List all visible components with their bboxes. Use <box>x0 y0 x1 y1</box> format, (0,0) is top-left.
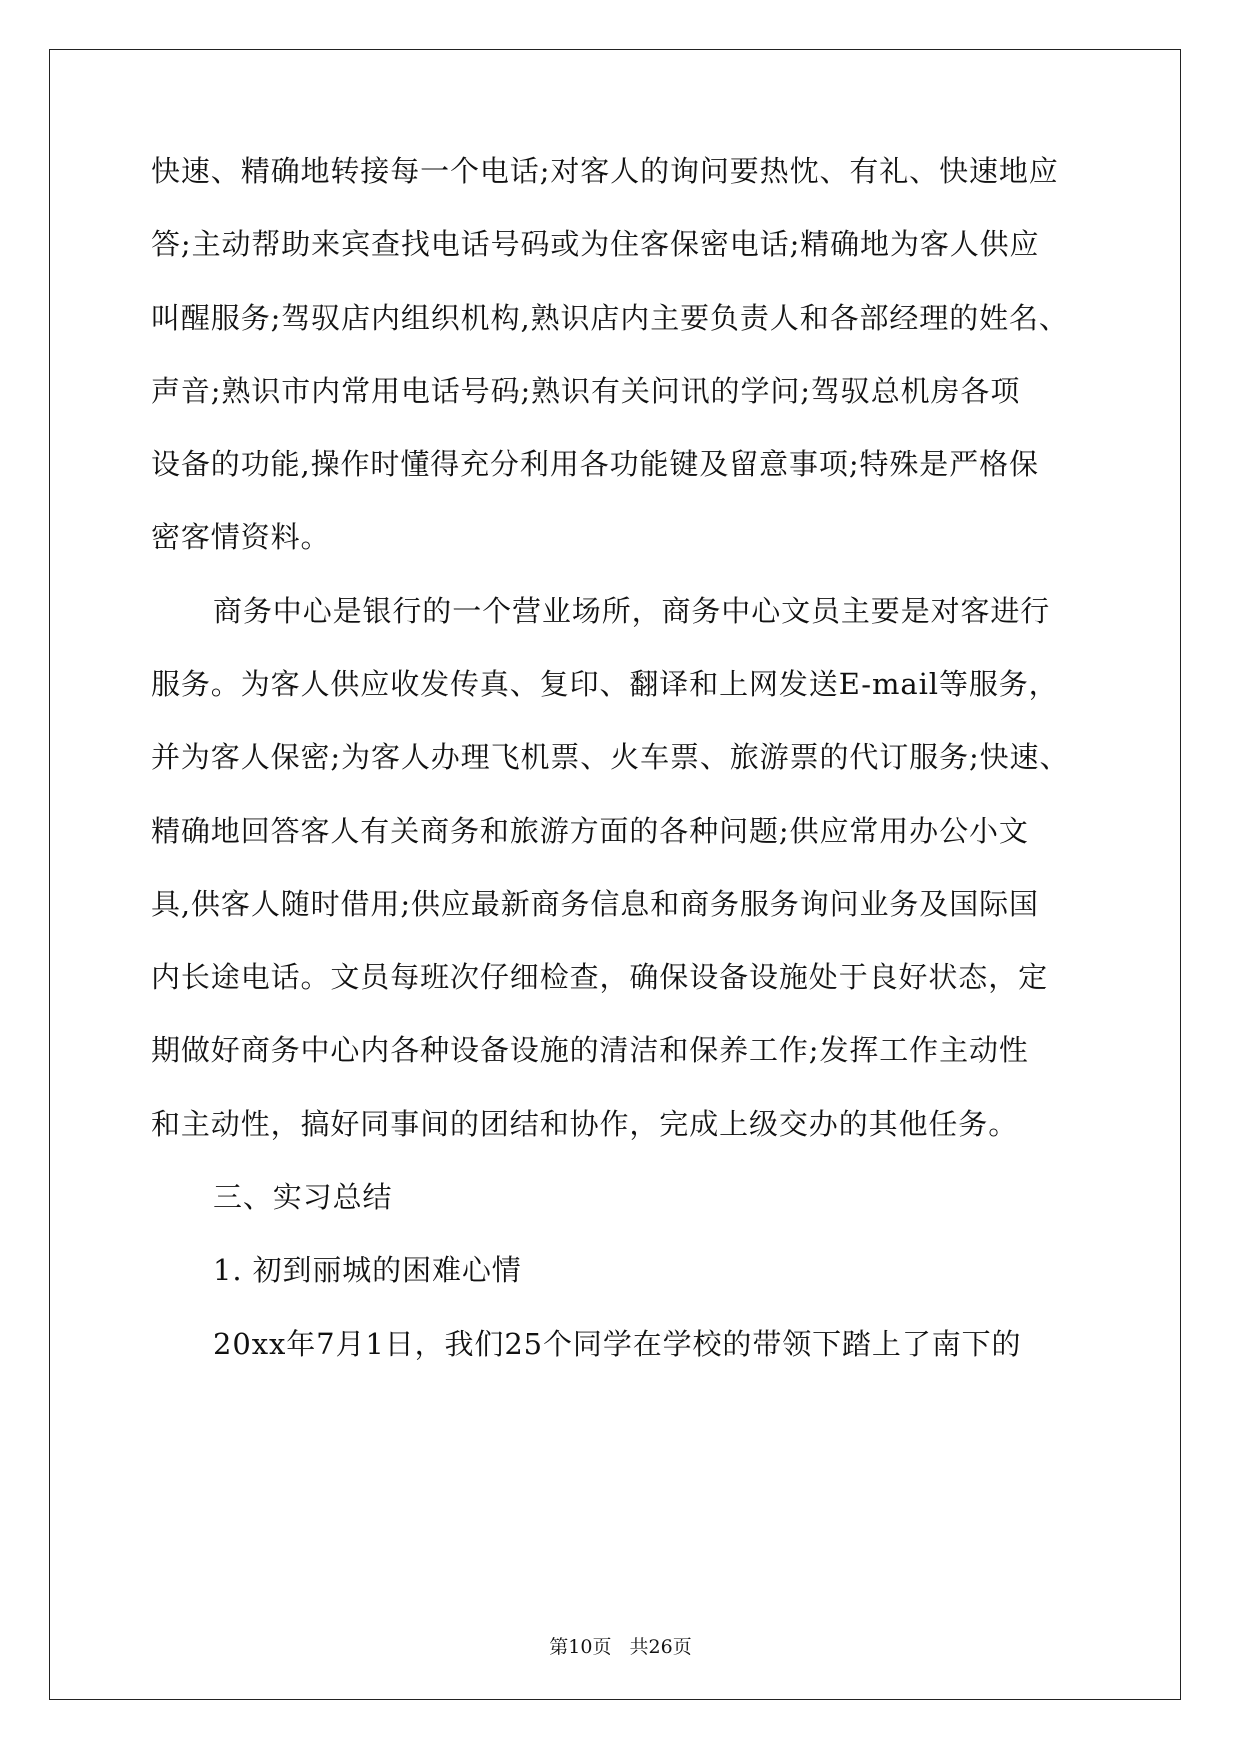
text-line: 答;主动帮助来宾查找电话号码或为住客保密电话;精确地为客人供应 <box>151 227 1040 261</box>
text-line: 叫醒服务;驾驭店内组织机构,熟识店内主要负责人和各部经理的姓名、 <box>151 301 1069 335</box>
page-number: 第10页 <box>549 1636 612 1658</box>
paragraph-first-line: 商务中心是银行的一个营业场所，商务中心文员主要是对客进行 <box>213 594 1051 628</box>
text-line: 内长途电话。文员每班次仔细检查，确保设备设施处于良好状态，定 <box>151 960 1049 994</box>
text-line: 并为客人保密;为客人办理飞机票、火车票、旅游票的代订服务;快速、 <box>151 740 1070 774</box>
text-line: 服务。为客人供应收发传真、复印、翻译和上网发送E-mail等服务， <box>151 667 1059 701</box>
text-line: 期做好商务中心内各种设备设施的清洁和保养工作;发挥工作主动性 <box>151 1033 1029 1067</box>
page-border <box>49 49 1181 1700</box>
page-total: 共26页 <box>629 1636 692 1658</box>
page-footer <box>0 1632 1241 1659</box>
text-line: 具,供客人随时借用;供应最新商务信息和商务服务询问业务及国际国 <box>151 887 1039 921</box>
paragraph-first-line: 20xx年7月1日，我们25个同学在学校的带领下踏上了南下的 <box>213 1327 1022 1361</box>
text-line: 声音;熟识市内常用电话号码;熟识有关问讯的学问;驾驭总机房各项 <box>151 374 1021 408</box>
text-line: 密客情资料。 <box>151 520 331 554</box>
text-line: 快速、精确地转接每一个电话;对客人的询问要热忱、有礼、快速地应 <box>151 154 1059 188</box>
subsection-heading: 1. 初到丽城的困难心情 <box>213 1253 522 1287</box>
section-heading: 三、实习总结 <box>213 1180 393 1214</box>
text-line: 设备的功能,操作时懂得充分利用各功能键及留意事项;特殊是严格保 <box>151 447 1039 481</box>
text-line: 和主动性，搞好同事间的团结和协作，完成上级交办的其他任务。 <box>151 1107 1019 1141</box>
text-line: 精确地回答客人有关商务和旅游方面的各种问题;供应常用办公小文 <box>151 814 1029 848</box>
